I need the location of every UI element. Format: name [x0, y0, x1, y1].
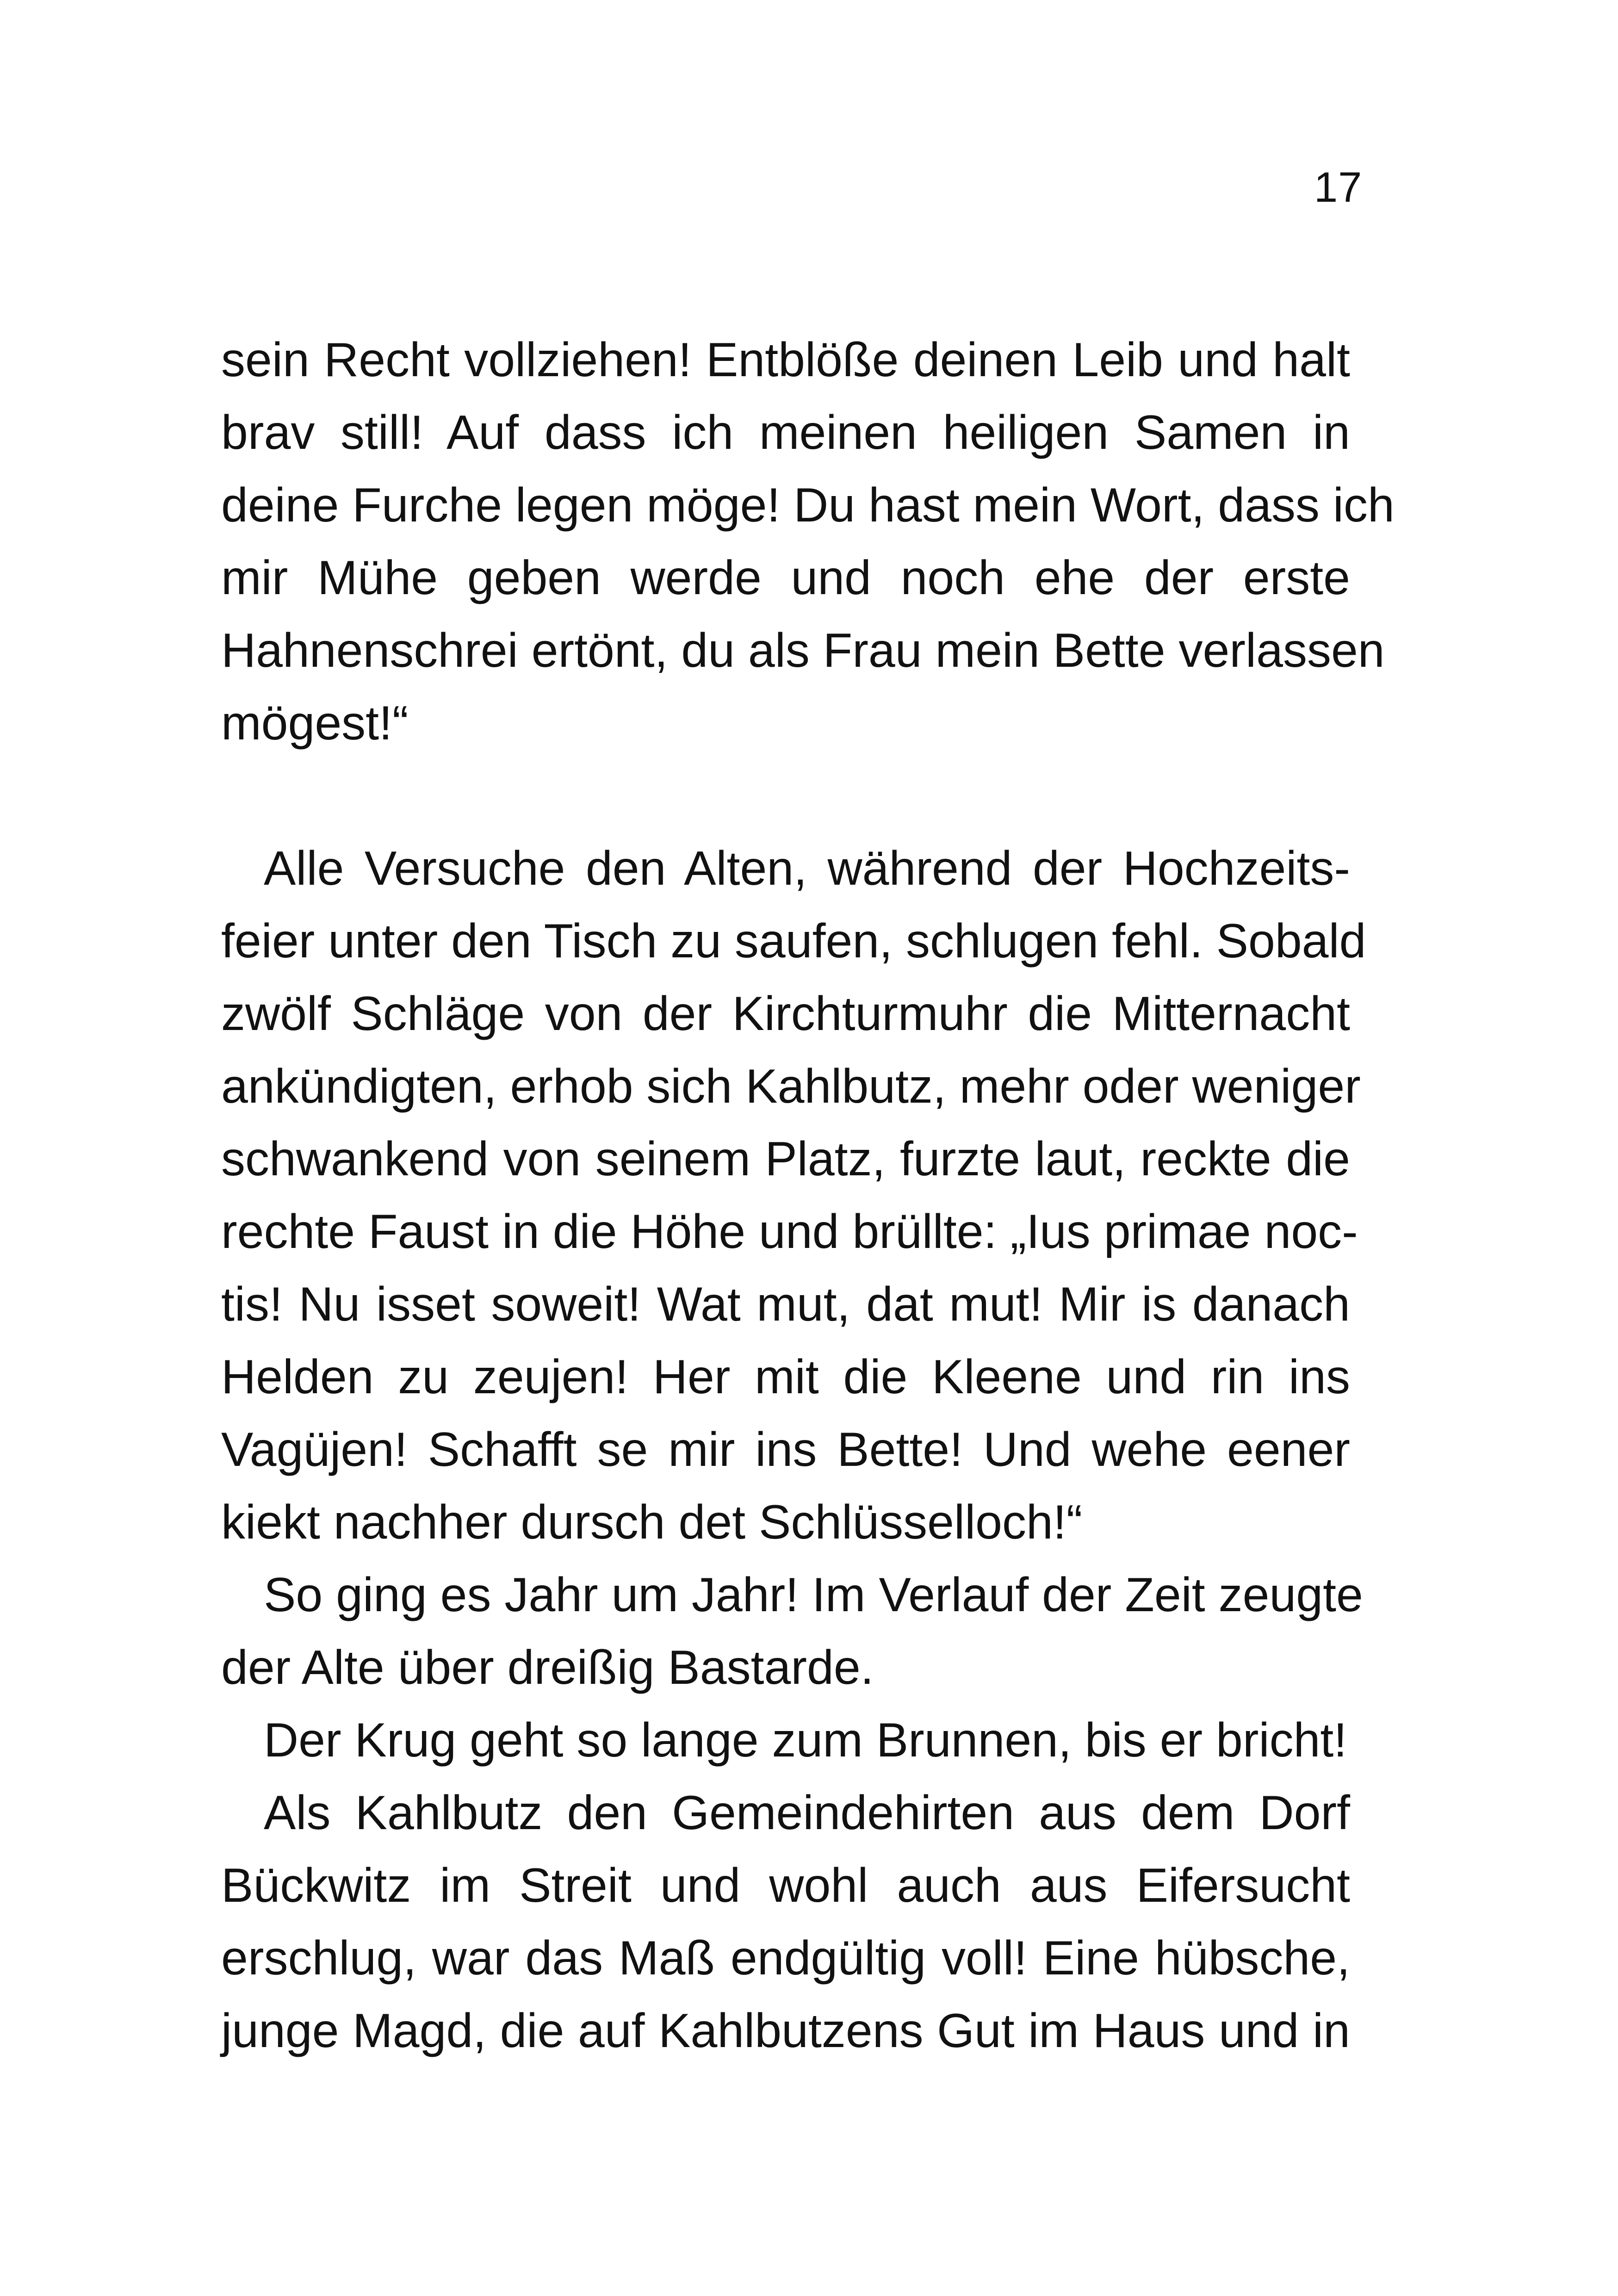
text-line: kiekt nachher dursch det Schlüsselloch!“ [221, 1496, 1083, 1549]
text-line: Hahnenschrei ertönt, du als Frau mein Bette verlassen [221, 624, 1385, 677]
text-line: Als Kahlbutz den Gemeindehirten aus dem Dorf [264, 1786, 1350, 1840]
text-line: brav still! Auf dass ich meinen heiligen Samen in [221, 406, 1350, 459]
paragraph-gap [221, 760, 1350, 832]
text-line: erschlug, war das Maß endgültig voll! Eine hübsche, [221, 1931, 1350, 1985]
text-line: mir Mühe geben werde und noch ehe der erste [221, 551, 1350, 605]
text-line: zwölf Schläge von der Kirchturmuhr die Mitternacht [221, 987, 1350, 1041]
text-line: der Alte über dreißig Bastarde. [221, 1641, 874, 1694]
text-line: schwankend von seinem Platz, furzte laut, reckte die [221, 1132, 1350, 1186]
text-line: Helden zu zeujen! Her mit die Kleene und rin ins [221, 1350, 1350, 1404]
text-line: So ging es Jahr um Jahr! Im Verlauf der Zeit zeugte [264, 1568, 1363, 1622]
text-line: sein Recht vollziehen! Entblöße deinen Leib und halt [221, 333, 1350, 387]
text-line: Der Krug geht so lange zum Brunnen, bis er bricht! [264, 1713, 1347, 1767]
text-line: Alle Versuche den Alten, während der Hochzeits- [264, 842, 1350, 895]
text-line: tis! Nu isset soweit! Wat mut, dat mut! Mir is danach [221, 1278, 1350, 1331]
text-line: deine Furche legen möge! Du hast mein Wort, dass ich [221, 478, 1395, 532]
text-line: rechte Faust in die Höhe und brüllte: „Ius primae noc- [221, 1205, 1358, 1259]
body-text [221, 324, 1395, 2067]
text-line: junge Magd, die auf Kahlbutzens Gut im Haus und in [221, 2004, 1350, 2058]
page-number: 17 [1314, 164, 1363, 211]
text-line: feier unter den Tisch zu saufen, schlugen fehl. Sobald [221, 914, 1366, 968]
text-line: Bückwitz im Streit und wohl auch aus Eifersucht [221, 1859, 1350, 1912]
text-line: Vagüjen! Schafft se mir ins Bette! Und wehe eener [221, 1423, 1350, 1477]
text-line: mögest!“ [221, 696, 409, 750]
text-line: ankündigten, erhob sich Kahlbutz, mehr oder weniger [221, 1060, 1361, 1113]
